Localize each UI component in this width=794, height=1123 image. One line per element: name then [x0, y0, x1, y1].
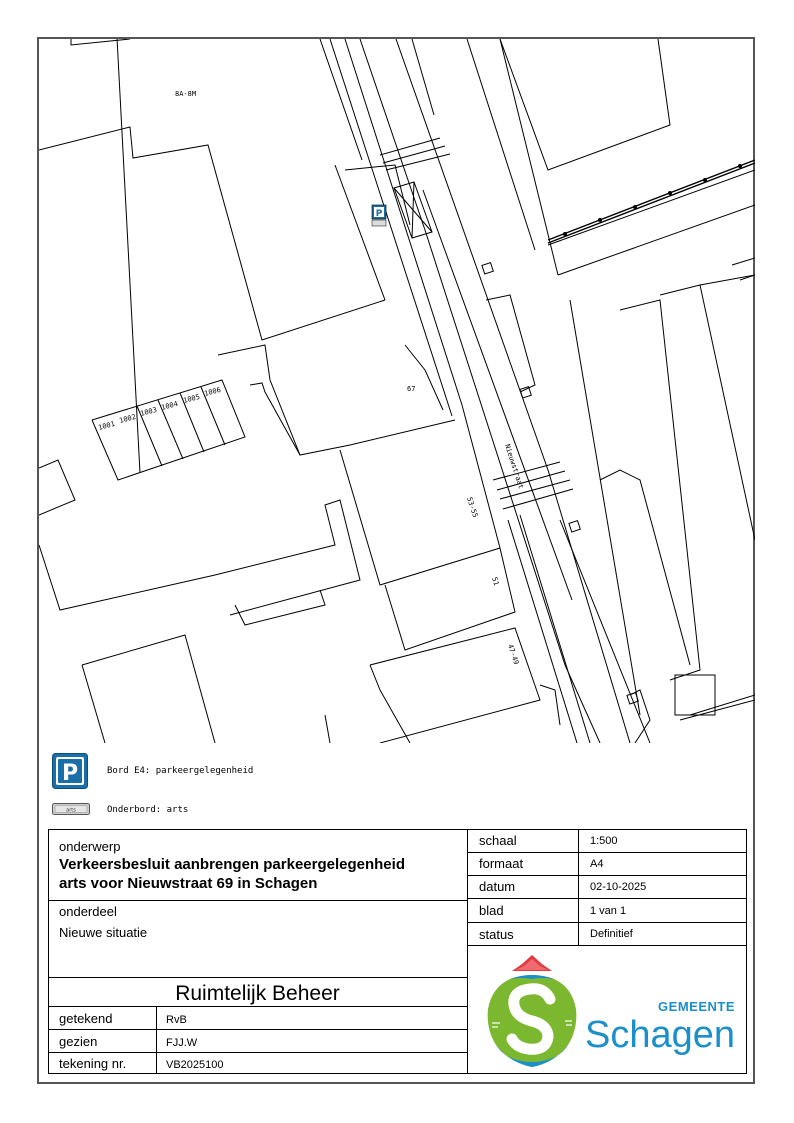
building-outline — [39, 500, 360, 615]
road-edge — [548, 470, 630, 743]
legend-subsign-icon — [52, 803, 90, 815]
svg-text:P: P — [61, 761, 79, 786]
map-parking-sign — [372, 205, 386, 226]
map-label-house-47-49: 47-49 — [506, 643, 521, 666]
map-label-house-53-55: 53-55 — [465, 496, 480, 519]
crosswalk-line — [386, 154, 450, 170]
building-outline — [82, 665, 105, 743]
road-edge — [345, 39, 462, 405]
map-label-house-67: 67 — [407, 385, 416, 393]
building-outline — [340, 405, 500, 585]
building-outline — [732, 258, 755, 265]
part-label: onderdeel — [59, 904, 117, 919]
logo-gemeente-text: GEMEENTE — [658, 999, 735, 1014]
railway-marker — [703, 178, 707, 182]
map-label-area: 8A-8M — [175, 90, 197, 98]
status-label: status — [479, 927, 514, 942]
situation-map — [39, 39, 755, 743]
map-label-house-51: 51 — [490, 576, 501, 587]
railway-line — [548, 160, 755, 240]
bollard — [569, 521, 580, 532]
building-outline — [115, 39, 140, 473]
road-edge — [508, 520, 577, 743]
legend-sign-label: Bord E4: parkeergelegenheid — [107, 766, 254, 776]
drawn-value: RvB — [166, 1014, 187, 1026]
road-edge — [520, 515, 590, 743]
building-outline — [700, 275, 755, 285]
map-label-unit: 1001 — [97, 419, 116, 432]
map-label-unit: 1005 — [182, 392, 201, 405]
building-outline — [370, 665, 410, 743]
map-label-unit: 1002 — [118, 412, 137, 425]
road-edge — [360, 39, 425, 230]
format-value: A4 — [590, 858, 604, 870]
parking-bay — [486, 295, 535, 392]
legend-subsign-label: Onderbord: arts — [107, 805, 189, 815]
seen-label: gezien — [59, 1034, 98, 1049]
date-label: datum — [479, 879, 516, 894]
building-outline — [548, 170, 755, 245]
railway-marker — [738, 164, 742, 168]
svg-text:arts: arts — [66, 807, 76, 814]
map-label-street: Nieuwstraat — [503, 443, 526, 490]
crosswalk-line — [380, 138, 440, 155]
crosswalk-line — [500, 480, 570, 499]
building-outline — [405, 345, 443, 410]
road-edge — [330, 39, 452, 416]
building-outline — [320, 39, 362, 160]
parking-space — [412, 182, 414, 238]
legend-parking-sign-icon — [52, 753, 88, 789]
drawn-label: getekend — [59, 1011, 113, 1026]
building-outline — [39, 127, 385, 340]
status-value: Definitief — [590, 928, 633, 940]
format-label: formaat — [479, 856, 524, 871]
map-label-unit: 1006 — [203, 385, 222, 398]
railway-marker — [633, 205, 637, 209]
map-label-unit: 1004 — [160, 399, 179, 412]
building-outline — [690, 695, 755, 715]
building-outline — [235, 590, 325, 625]
subject-title-line2: arts voor Nieuwstraat 69 in Schagen — [59, 875, 318, 892]
part-value: Nieuwe situatie — [59, 925, 148, 940]
road-edge — [560, 520, 650, 743]
date-value: 02-10-2025 — [590, 881, 647, 893]
logo-city-text: Schagen — [584, 1014, 735, 1056]
scale-label: schaal — [479, 833, 517, 848]
building-outline — [558, 205, 755, 275]
scale-value: 1:500 — [590, 835, 618, 847]
building-outline — [325, 715, 330, 743]
svg-text:P: P — [375, 209, 383, 219]
building-outline — [600, 470, 690, 665]
railway-line — [548, 163, 755, 243]
building-outline — [82, 635, 215, 743]
road-edge — [412, 39, 434, 115]
building-outline — [39, 460, 75, 515]
road-edge — [425, 230, 565, 665]
bollard — [482, 263, 493, 274]
railway-marker — [563, 232, 567, 236]
seen-value: FJJ.W — [166, 1037, 198, 1049]
building-outline — [92, 380, 245, 480]
building-outline — [570, 300, 640, 715]
building-outline — [218, 345, 455, 455]
building-outline — [680, 700, 755, 720]
gemeente-schagen-logo — [470, 947, 745, 1073]
road-edge — [467, 39, 535, 250]
building-outline — [660, 285, 755, 540]
road-edge — [396, 39, 548, 470]
drawing-number-label: tekening nr. — [59, 1056, 127, 1071]
subject-title-line1: Verkeersbesluit aanbrengen parkeergelegenheid — [59, 856, 405, 873]
building-outline — [71, 39, 130, 45]
sheet-label: blad — [479, 903, 504, 918]
subject-label: onderwerp — [59, 839, 121, 854]
building-outline — [620, 300, 700, 680]
railway-marker — [598, 218, 602, 222]
sheet-value: 1 van 1 — [590, 905, 627, 917]
building-outline — [500, 39, 670, 170]
department-name: Ruimtelijk Beheer — [175, 982, 340, 1005]
railway-marker — [668, 191, 672, 195]
building-outline — [540, 685, 560, 725]
road-edge — [565, 665, 600, 743]
drawing-number-value: VB2025100 — [166, 1059, 224, 1071]
map-label-unit: 1003 — [139, 405, 158, 418]
crosswalk-line — [383, 146, 445, 163]
